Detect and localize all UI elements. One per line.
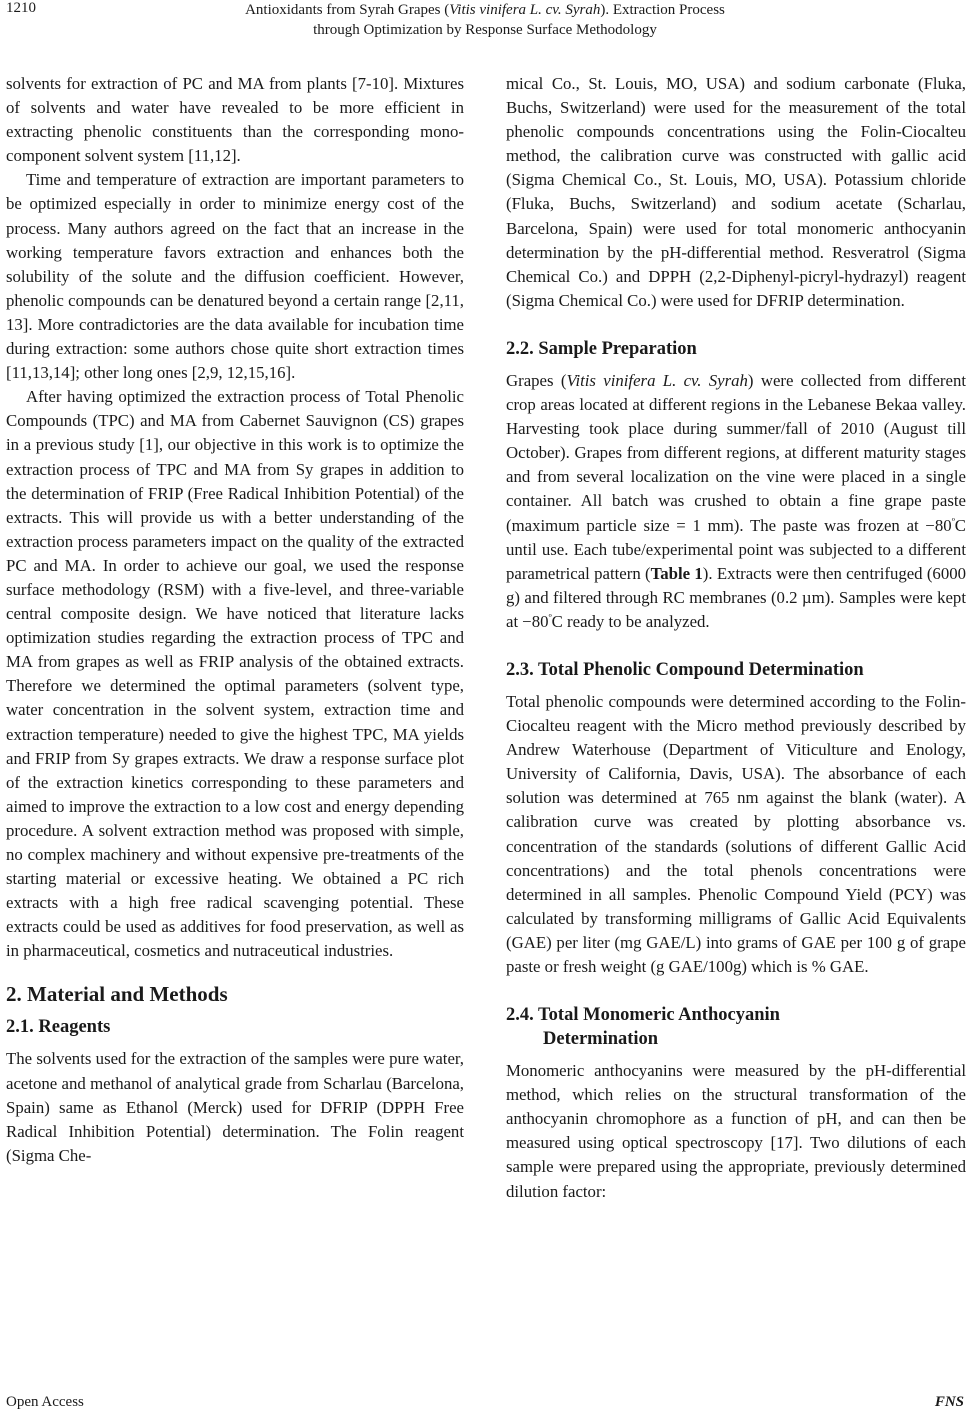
paragraph: solvents for extraction of PC and MA from plants [7-10]. Mixtures of solvents and water have revealed to be more efficient in extracting phenolic constituents than the corresponding mono-component solvent system [11,12]. — [6, 74, 464, 166]
section-heading: 2. Material and Methods — [6, 982, 228, 1007]
paragraph: The solvents used for the extraction of the samples were pure water, acetone and methanol of analytical grade from Scharlau (Barcelona, Spain) same as Ethanol (Merck) used for DFRIP (DPPH Free Radical Inhibition Potential) determination. The Folin reagent (Sigma Che- — [6, 1049, 464, 1165]
page-number: 1210 — [6, 0, 36, 16]
paragraph: mical Co., St. Louis, MO, USA) and sodium carbonate (Fluka, Buchs, Switzerland) were used for the measurement of the total phenolic compounds concentrations using the Folin-Ciocalteu method, the calibration curve was constructed with gallic acid (Sigma Chemical Co., St. Louis, MO, USA). Potassium chloride (Fluka, Buchs, Switzerland) and sodium acetate (Scharlau, Barcelona, Spain) were used for total monomeric anthocyanin determination by the pH-differential method. Resveratrol (Sigma Chemical Co.) and DPPH (2,2-Diphenyl-picryl-hydrazyl) reagent (Sigma Chemical Co.) were used for DFRIP determination. — [506, 74, 966, 310]
paragraph: Time and temperature of extraction are important parameters to be optimized especially in order to minimize energy cost of the process. Many authors agreed on the fact that an increase in the working temperature favors extraction and enhances both the solubility of the solute and the diffusion coefficient. However, phenolic compounds can be denatured beyond a certain range [2,11, 13]. More contradictories are the data available for incubation time during extraction: some authors chose quite short extraction times [11,13,14]; other long ones [2,9, 12,15,16]. — [6, 170, 464, 383]
left-column — [6, 72, 464, 1168]
paragraph: After having optimized the extraction process of Total Phenolic Compounds (TPC) and MA from Cabernet Sauvignon (CS) grapes in a previous study [1], our objective in this work is to optimize the extraction process of TPC and MA from Sy grapes in addition to the determination of FRIP (Free Radical Inhibition Potential) of the extracts. This will provide us with a better understanding of the extraction process parameters impact on the quality of the extracted PC and MA. In order to achieve our goal, we used the response surface methodology (RSM) with a five-level, and three-variable central composite design. We have noticed that literature lacks optimization studies regarding the extraction process of TPC and MA from grapes as well as FRIP analysis of the obtained extracts. Therefore we determined the optimal parameters (solvent type, water concentration in the solvent system, extraction time and extraction temperature) needed to give the highest TPC, MA yields and FRIP from Sy grapes extracts. We draw a response surface plot of the extraction kinetics corresponding to these parameters and aimed to improve the extraction to a low cost and energy depending procedure. A solvent extraction method was proposed with simple, no complex machinery and without expensive pre-treatments of the starting material or excessive heating. We obtained a PC rich extracts with a high free radical scavenging potential. These extracts could be used as additives for food preservation, as well as in pharmaceutical, cosmetics and nutraceutical industries. — [6, 387, 464, 961]
running-head — [0, 0, 970, 40]
running-head-line2: through Optimization by Response Surface Methodology — [313, 22, 657, 38]
subsection-heading: 2.2. Sample Preparation — [506, 338, 697, 359]
footer-open-access: Open Access — [6, 1394, 84, 1410]
paragraph: Monomeric anthocyanins were measured by the pH-differential method, which relies on the structural transformation of the anthocyanin chromophore as a function of pH, and can then be measured using optical spectroscopy [17]. Two dilutions of each sample were prepared using the appropriate, previously determined dilution factor: — [506, 1061, 966, 1201]
right-column — [506, 72, 966, 1204]
subsection-heading: 2.1. Reagents — [6, 1017, 111, 1038]
subsection-heading: 2.3. Total Phenolic Compound Determination — [506, 659, 864, 680]
paragraph: Total phenolic compounds were determined according to the Folin-Ciocalteu reagent with the Micro method previously described by Andrew Waterhouse (Department of Viticulture and Enology, University of California, Davis, USA). The absorbance of each solution was determined at 765 nm against the blank (water). A calibration curve was created by plotting absorbance vs. concentration of the standards (solutions of different Gallic Acid concentrations) and the total phenols concentrations were determined in all samples. Phenolic Compound Yield (PCY) was calculated by transforming milligrams of Gallic Acid Equivalents (GAE) per liter (mg GAE/L) into grams of GAE per 100 g of grape paste or fresh weight (g GAE/100g) which is % GAE. — [506, 691, 966, 976]
footer-journal: FNS — [934, 1394, 964, 1410]
running-head-line1: Antioxidants from Syrah Grapes (Vitis vinifera L. cv. Syrah). Extraction Process — [245, 2, 725, 18]
subsection-heading: 2.4. Total Monomeric Anthocyanin Determination — [506, 1005, 780, 1050]
paragraph: Grapes (Vitis vinifera L. cv. Syrah) were collected from different crop areas located at different regions in the Lebanese Bekaa valley. Harvesting took place during summer/fall of 2010 (August till October). Grapes from different regions, at different maturity stages and from several localization on the vine were placed in a single container. All batch was crushed to obtain a fine grape paste (maximum particle size = 1 mm). The paste was frozen at $-80^ºC$ until use. Each tube/experimental point was subjected to a different parametrical pattern (Table 1). Extracts were then centrifuged (6000 g) and filtered through RC membranes (0.2 µm). Samples were kept at $-80^ºC$ ready to be analyzed. — [506, 370, 966, 631]
